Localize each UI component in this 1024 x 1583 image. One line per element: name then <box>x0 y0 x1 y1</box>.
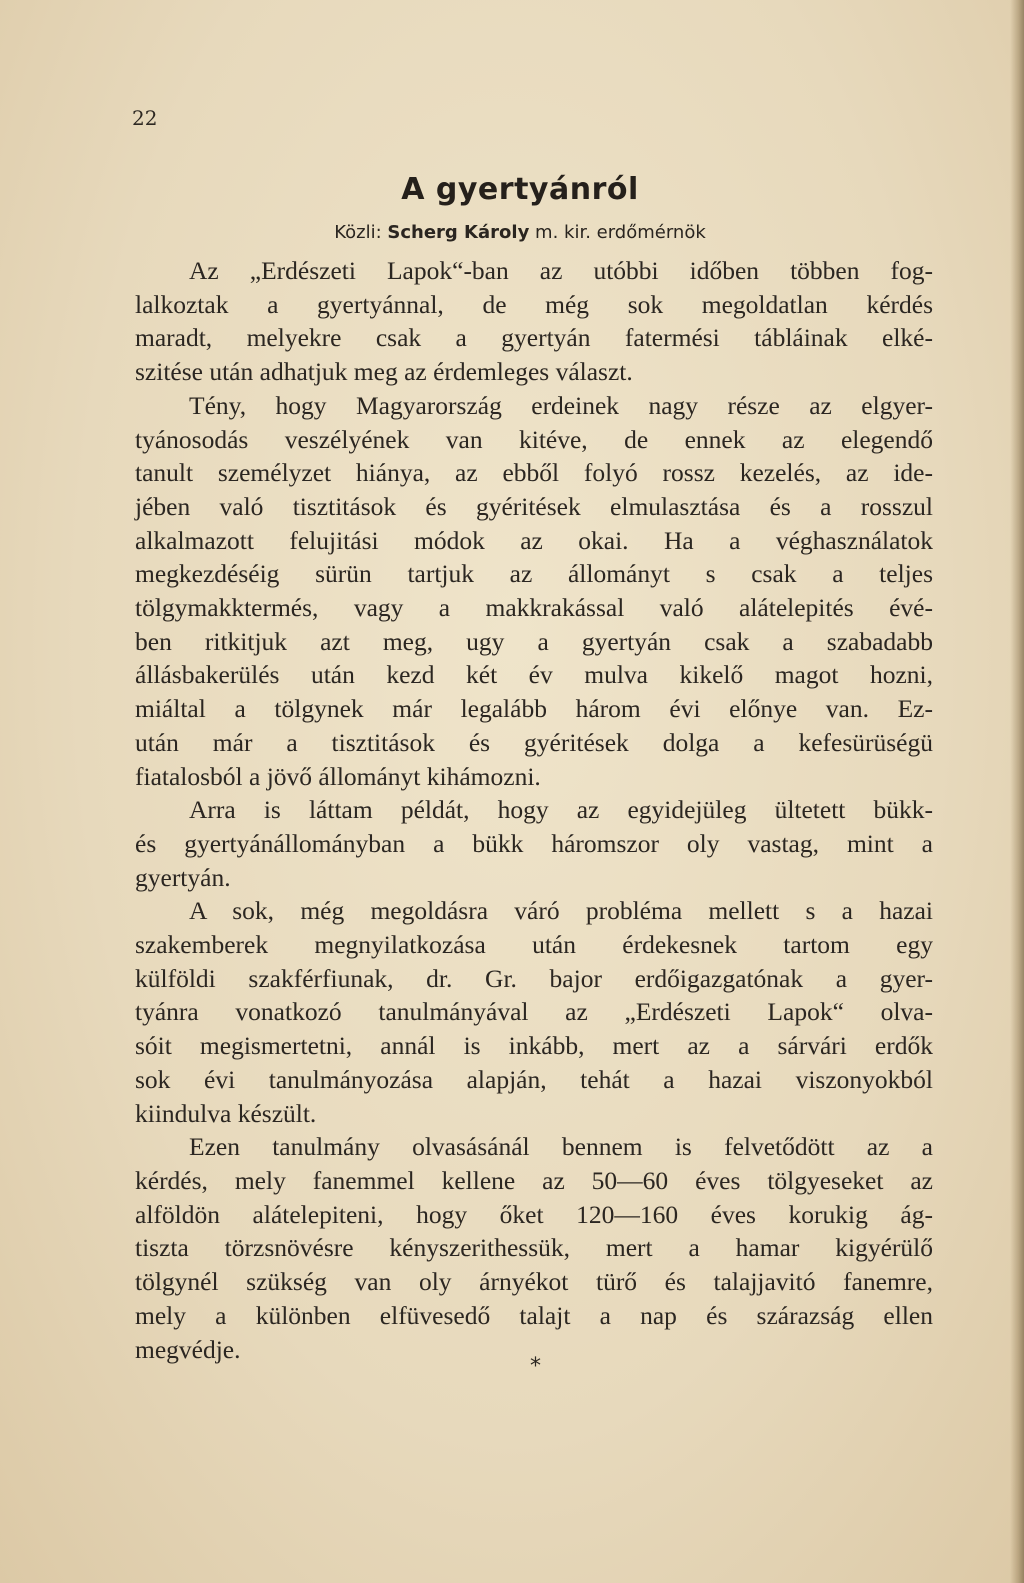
text-line: külföldi szakférfiunak, dr. Gr. bajor erdőigazgatónak a gyer- <box>135 963 933 993</box>
text-line: tyánosodás veszélyének van kitéve, de ennek az elegendő <box>135 424 933 454</box>
text-line: kérdés, mely fanemmel kellene az 50—60 éves tölgyeseket az <box>135 1165 933 1195</box>
text-line: tölgynél szükség van oly árnyékot türő és talajjavitó fanemre, <box>135 1267 933 1297</box>
article-byline <box>0 222 1024 243</box>
text-line: után már a tisztitások és gyéritések dolga a kefesürüségü <box>135 727 933 757</box>
text-line: Ezen tanulmány olvasásánál bennem is felvetődött az a <box>189 1132 933 1162</box>
page-number: 22 <box>132 106 158 130</box>
text-line: megvédje. <box>135 1334 241 1364</box>
author-title: m. kir. erdőmérnök <box>535 222 706 243</box>
text-line: Az „Erdészeti Lapok“-ban az utóbbi időben többen fog- <box>189 256 933 285</box>
text-line: lalkoztak a gyertyánnal, de még sok megoldatlan kérdés <box>135 289 933 319</box>
paragraph <box>135 1130 933 1366</box>
text-line: megkezdéséig sürün tartjuk az állományt s csak a teljes <box>135 559 933 589</box>
paragraph <box>135 894 933 1130</box>
article-title: A gyertyánról <box>401 172 639 207</box>
text-line: mely a különben elfüvesedő talajt a nap és szárazság ellen <box>135 1300 933 1330</box>
text-line: Arra is láttam példát, hogy az egyidejüleg ültetett bükk- <box>189 795 933 825</box>
text-line: fiatalosból a jövő állományt kihámozni. <box>135 761 541 791</box>
text-line: szakemberek megnyilatkozása után érdekesnek tartom egy <box>135 930 933 960</box>
text-line: miáltal a tölgynek már legalább három évi előnye van. Ez- <box>135 694 933 724</box>
text-line: tiszta törzsnövésre kényszerithessük, mert a hamar kigyérülő <box>135 1233 933 1263</box>
text-line: szitése után adhatjuk meg az érdemleges választ. <box>135 357 633 387</box>
article-body <box>135 254 933 1366</box>
text-line: és gyertyánállományban a bükk háromszor oly vastag, mint a <box>135 828 933 858</box>
text-line: Tény, hogy Magyarország erdeinek nagy része az elgyer- <box>189 390 933 420</box>
author-name: Scherg Károly <box>387 222 530 243</box>
text-line: tyánra vonatkozó tanulmányával az „Erdészeti Lapok“ olva- <box>135 997 933 1027</box>
text-line: ben ritkitjuk azt meg, ugy a gyertyán csak a szabadabb <box>135 626 933 656</box>
text-line: tölgymakktermés, vagy a makkrakással való alátelepités évé- <box>135 593 933 623</box>
paragraph <box>135 254 933 389</box>
text-line: tanult személyzet hiánya, az ebből folyó rossz kezelés, az ide- <box>135 458 933 488</box>
text-line: állásbakerülés után kezd két év mulva kikelő magot hozni, <box>135 660 933 690</box>
text-line: maradt, melyekre csak a gyertyán fatermési tábláinak elké- <box>135 323 933 353</box>
text-line: jében való tisztitások és gyéritések elmulasztása és a rosszul <box>135 491 933 521</box>
text-line: sok évi tanulmányozása alapján, tehát a hazai viszonyokból <box>135 1064 933 1094</box>
text-line: alföldön alátelepiteni, hogy őket 120—160 éves korukig ág- <box>135 1199 933 1229</box>
text-line: A sok, még megoldásra váró probléma mellett s a hazai <box>189 896 933 926</box>
text-line: alkalmazott felujitási módok az okai. Ha a véghasználatok <box>135 525 933 555</box>
text-line: sóit megismertetni, annál is inkább, mert az a sárvári erdők <box>135 1031 933 1061</box>
byline-prefix: Közli: <box>334 222 382 243</box>
text-line: kiindulva készült. <box>135 1098 317 1128</box>
text-line: gyertyán. <box>135 862 231 892</box>
paragraph <box>135 389 933 793</box>
section-separator: * <box>530 1354 541 1379</box>
paragraph <box>135 793 933 894</box>
